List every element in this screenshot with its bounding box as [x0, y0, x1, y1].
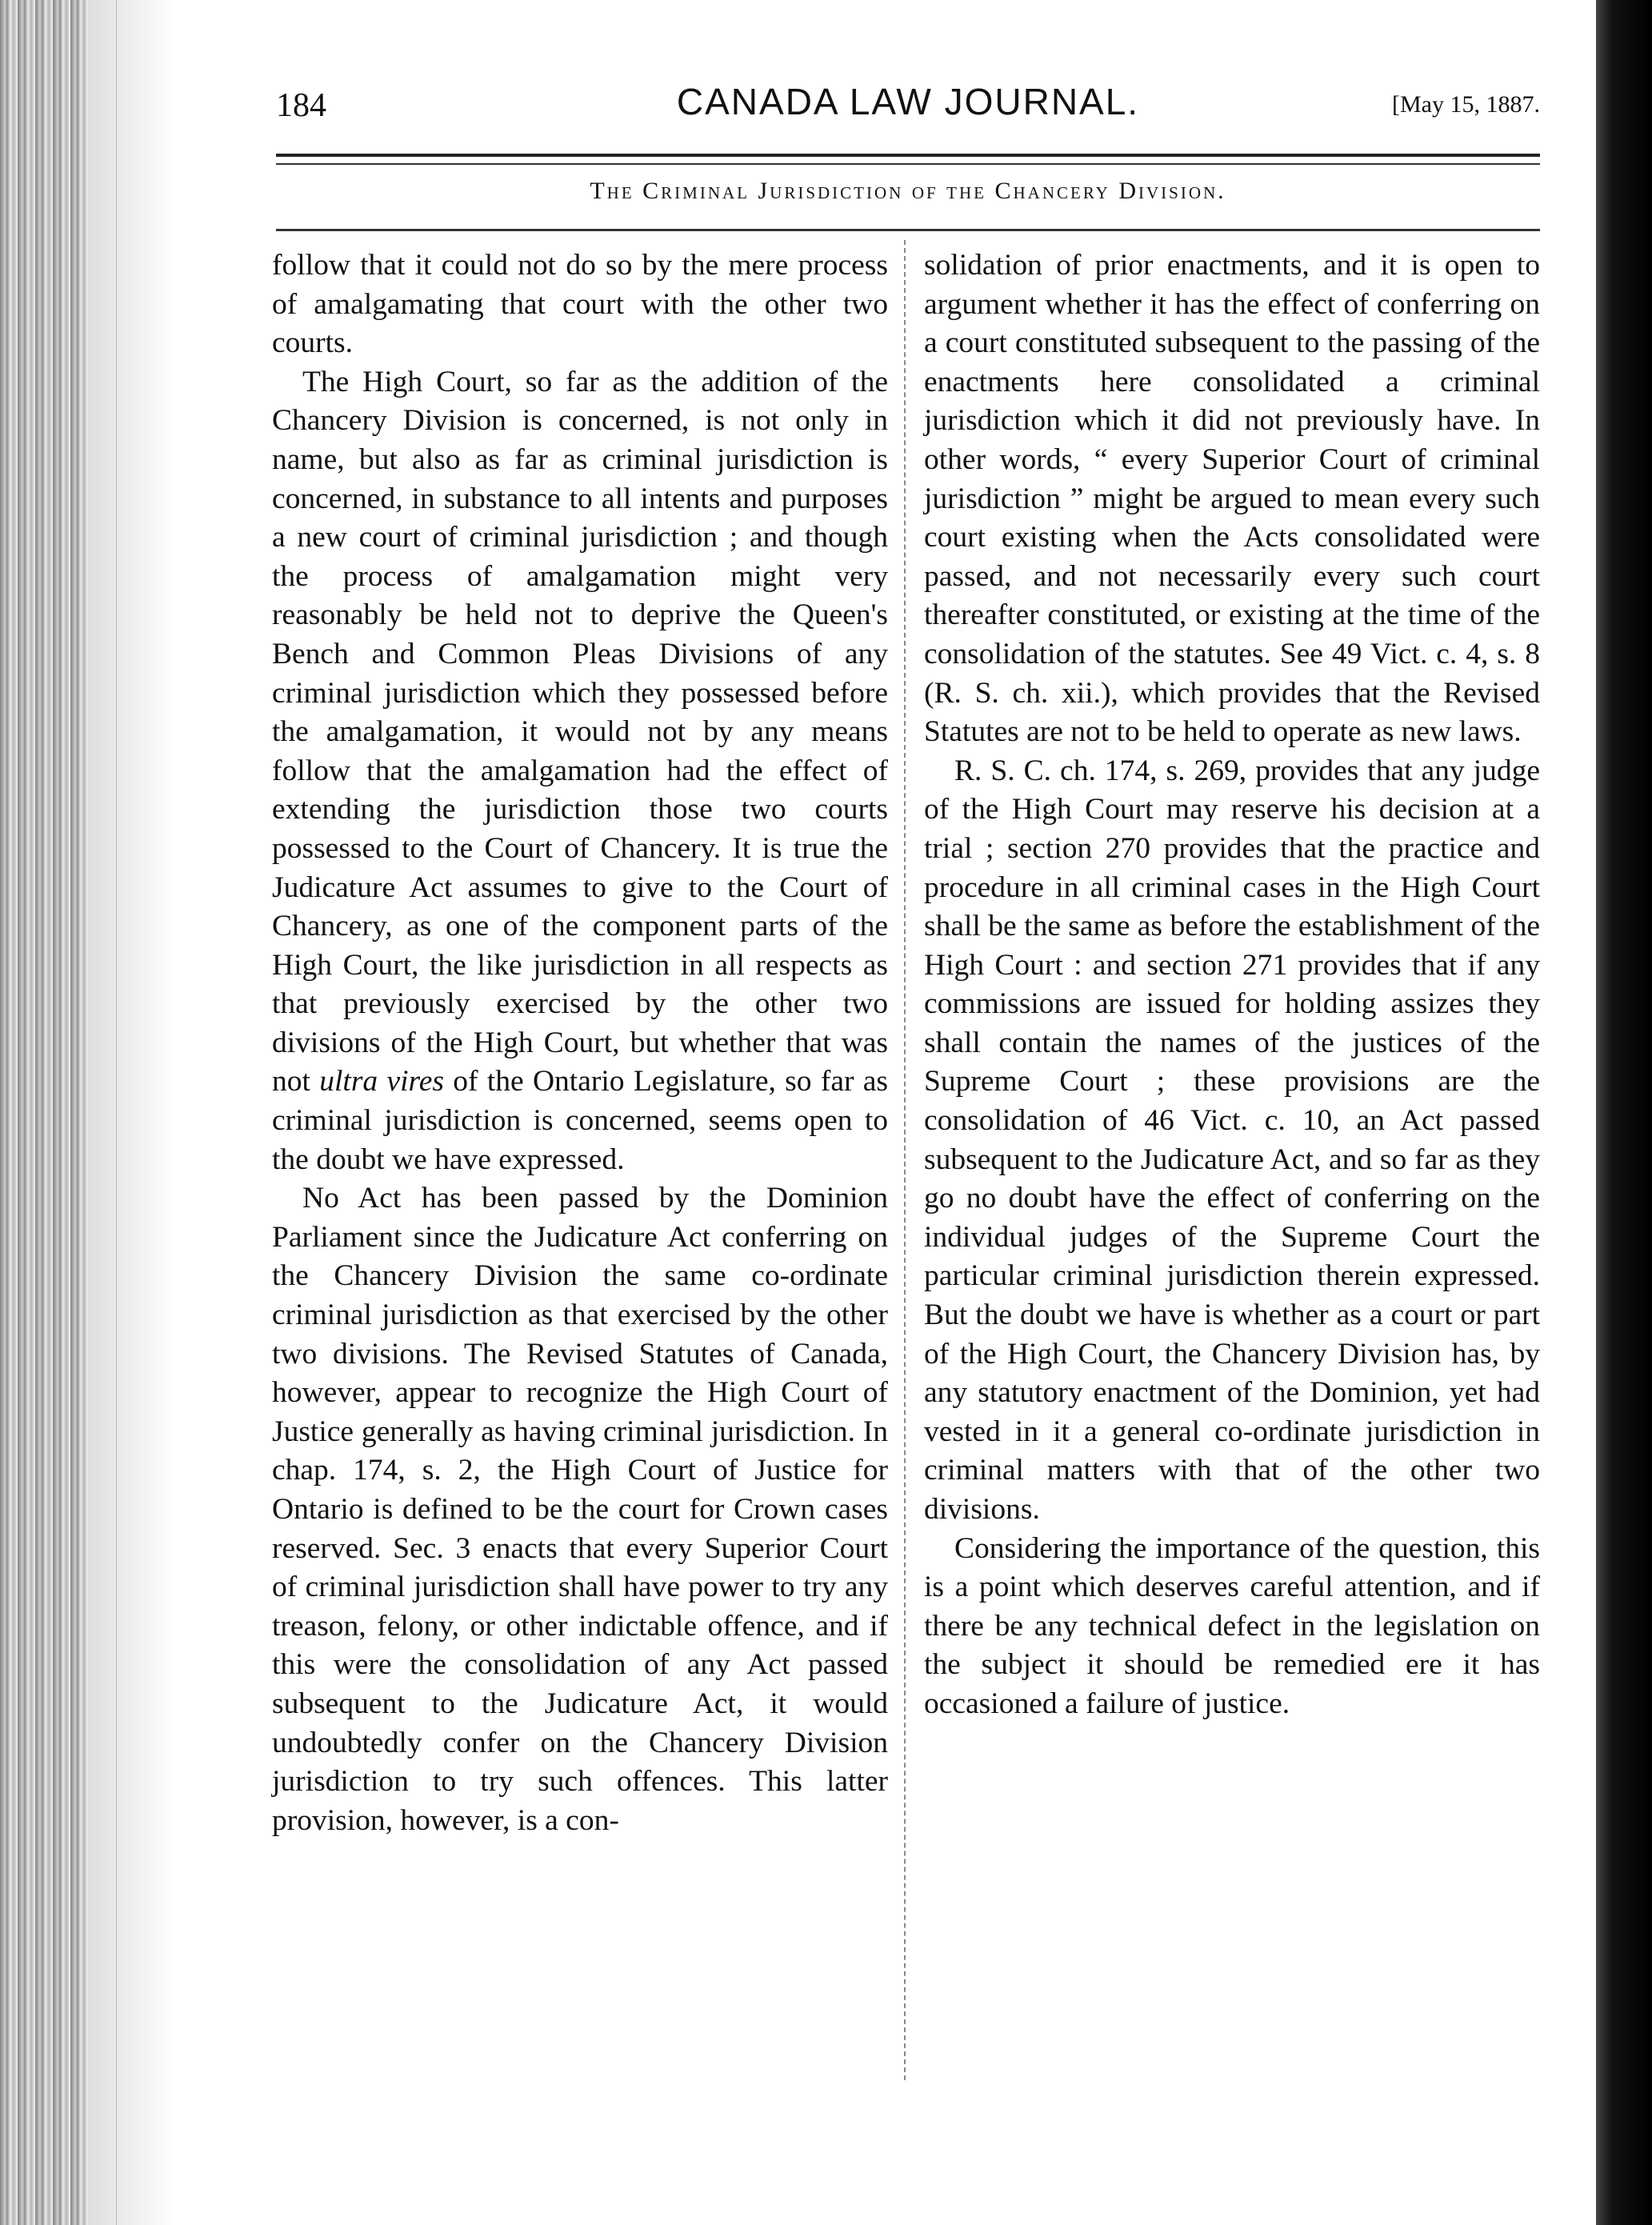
section-title: The Criminal Jurisdiction of the Chancery Division.: [590, 178, 1226, 204]
paragraph-text: The High Court, so far as the addition of the Chancery Division is concerned, is not only in name, but also as far as criminal jurisdiction is concerned, in substance to all intents and purposes a new court of criminal jurisdiction ; and though the process of amalgamation might very reasonably be held not to deprive the Queen's Bench and Common Pleas Divisions of any criminal jurisdiction which they possessed before the amalgamation, it would not by any means follow that the amalgamation had the effect of extending the jurisdiction those two courts possessed to the Court of Chancery. It is true the Judicature Act assumes to give to the Court of Chancery, as one of the component parts of the High Court, the like jurisdiction in all respects as that previously exercised by the other two divisions of the High Court, but whether that was not: [272, 365, 888, 1098]
paragraph: follow that it could not do so by the mere process of amalgamating that court with the other two courts.: [272, 249, 888, 360]
page-edge-line: [116, 0, 117, 2225]
paragraph: Considering the importance of the question, this is a point which deserves careful attention, and if there be any technical defect in the legislation on the subject it should be remedied ere it has occasioned a failure of justice.: [924, 1531, 1540, 1720]
scan-left-edge: [0, 0, 88, 2225]
page-number: 184: [276, 87, 326, 124]
right-column: [924, 246, 1540, 1724]
italic-phrase: ultra vires: [319, 1065, 444, 1098]
left-column: [272, 246, 888, 1840]
column-divider: [904, 240, 906, 2080]
paragraph: [272, 363, 888, 1179]
running-header: [276, 80, 1540, 136]
paragraph: solidation of prior enactments, and it is open to argument whether it has the effect of conferring on a court constituted subsequent to the passing of the enactments here consolidated a criminal jurisdiction which it did not previously have. In other words, “ every Superior Court of criminal jurisdiction ” might be argued to mean every such court existing when the Acts consolidated were passed, and not necessarily every such court thereafter constituted, or existing at the time of the consolidation of the statutes. See 49 Vict. c. 4, s. 8 (R. S. ch. xii.), which provides that the Revised Statutes are not to be held to operate as new laws.: [924, 249, 1540, 749]
issue-date: [May 15, 1887.: [1392, 91, 1540, 118]
journal-title: CANADA LAW JOURNAL.: [676, 81, 1140, 122]
scan-left-shadow: [88, 0, 176, 2225]
scan-right-edge: [1596, 0, 1652, 2225]
paragraph: R. S. C. ch. 174, s. 269, provides that any judge of the High Court may reserve his decision at a trial ; section 270 provides that the practice and procedure in all criminal cases in the High Court shall be the same as before the establishment of the High Court : and section 271 provides that if any commissions are issued for holding assizes they shall contain the names of the justices of the Supreme Court ; these provisions are the consolidation of 46 Vict. c. 10, an Act passed subsequent to the Judicature Act, and so far as they go no doubt have the effect of conferring on the individual judges of the Supreme Court the particular criminal jurisdiction therein expressed. But the doubt we have is whether as a court or part of the High Court, the Chancery Division has, by any statutory enactment of the Dominion, yet had vested in it a general co-ordinate jurisdiction in criminal matters with that of the other two divisions.: [924, 754, 1540, 1526]
header-rule: [276, 154, 1540, 165]
section-rule: [276, 229, 1540, 231]
paragraph: No Act has been passed by the Dominion Parliament since the Judicature Act conferring on the Chancery Division the same co-ordinate criminal jurisdiction as that exercised by the other two divisions. The Revised Statutes of Canada, however, appear to recognize the High Court of Justice generally as having criminal jurisdiction. In chap. 174, s. 2, the High Court of Justice for Ontario is defined to be the court for Crown cases reserved. Sec. 3 enacts that every Superior Court of criminal jurisdiction shall have power to try any treason, felony, or other indictable offence, and if this were the consolidation of any Act passed subsequent to the Judicature Act, it would undoubtedly confer on the Chancery Division jurisdiction to try such offences. This latter provision, however, is a con-: [272, 1182, 888, 1837]
paragraph-text: of the Ontario Legislature, so far as criminal jurisdiction is concerned, seems open to the doubt we have expressed.: [272, 1065, 889, 1176]
